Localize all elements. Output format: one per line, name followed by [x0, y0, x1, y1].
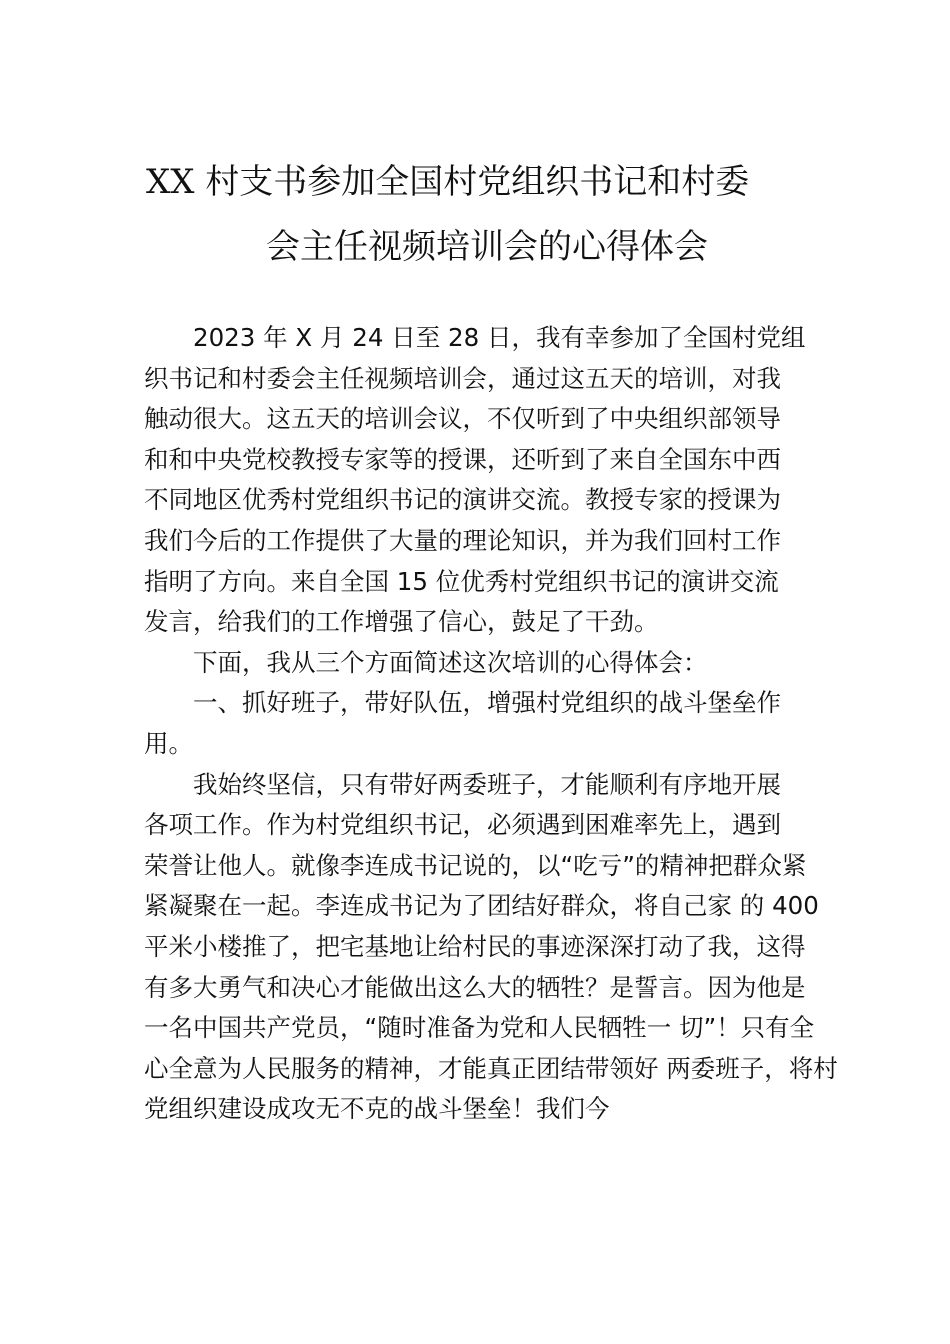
- paragraph-line-2: 织书记和村委会主任视频培训会，通过这五天的培训，对我: [144, 363, 781, 393]
- paragraph-line-17: 有多大勇气和决心才能做出这么大的牺牲？是誓言。因为他是: [144, 972, 806, 1002]
- document-title-line-1: XX 村支书参加全国村党组织书记和村委: [146, 162, 750, 202]
- paragraph-line-14: 荣誉让他人。就像李连成书记说的，以“吃亏”的精神把群众紧: [144, 850, 807, 880]
- section-heading-line-1: 一、抓好班子，带好队伍，增强村党组织的战斗堡垒作: [193, 688, 781, 718]
- document-title-line-2: 会主任视频培训会的心得体会: [266, 227, 708, 267]
- paragraph-line-6: 我们今后的工作提供了大量的理论知识，并为我们回村工作: [144, 525, 781, 555]
- section-heading-line-2: 用。: [144, 728, 193, 758]
- paragraph-line-1: 2023 年 X 月 24 日至 28 日，我有幸参加了全国村党组: [193, 323, 806, 352]
- paragraph-line-19: 心全意为人民服务的精神，才能真正团结带领好 两委班子，将村: [144, 1053, 838, 1083]
- paragraph-line-7: 指明了方向。来自全国 15 位优秀村党组织书记的演讲交流: [144, 566, 779, 596]
- paragraph-line-8: 发言，给我们的工作增强了信心，鼓足了干劲。: [144, 607, 659, 637]
- paragraph-line-18: 一名中国共产党员，“随时准备为党和人民牺牲一 切”！只有全: [144, 1013, 815, 1043]
- paragraph-line-3: 触动很大。这五天的培训会议，不仅听到了中央组织部领导: [144, 404, 781, 434]
- paragraph-line-20: 党组织建设成攻无不克的战斗堡垒！我们今: [144, 1094, 610, 1124]
- paragraph-line-5: 不同地区优秀村党组织书记的演讲交流。教授专家的授课为: [144, 485, 781, 515]
- paragraph-line-4: 和和中央党校教授专家等的授课，还听到了来自全国东中西: [144, 444, 781, 474]
- paragraph-line-13: 各项工作。作为村党组织书记，必须遇到困难率先上，遇到: [144, 810, 781, 840]
- paragraph-line-15: 紧凝聚在一起。李连成书记为了团结好群众，将自己家 的 400: [144, 891, 819, 921]
- paragraph-line-16: 平米小楼推了，把宅基地让给村民的事迹深深打动了我，这得: [144, 931, 806, 961]
- paragraph-line-9: 下面，我从三个方面简述这次培训的心得体会：: [193, 647, 708, 677]
- paragraph-line-12: 我始终坚信，只有带好两委班子，才能顺利有序地开展: [193, 769, 781, 799]
- document-body: [144, 318, 838, 1130]
